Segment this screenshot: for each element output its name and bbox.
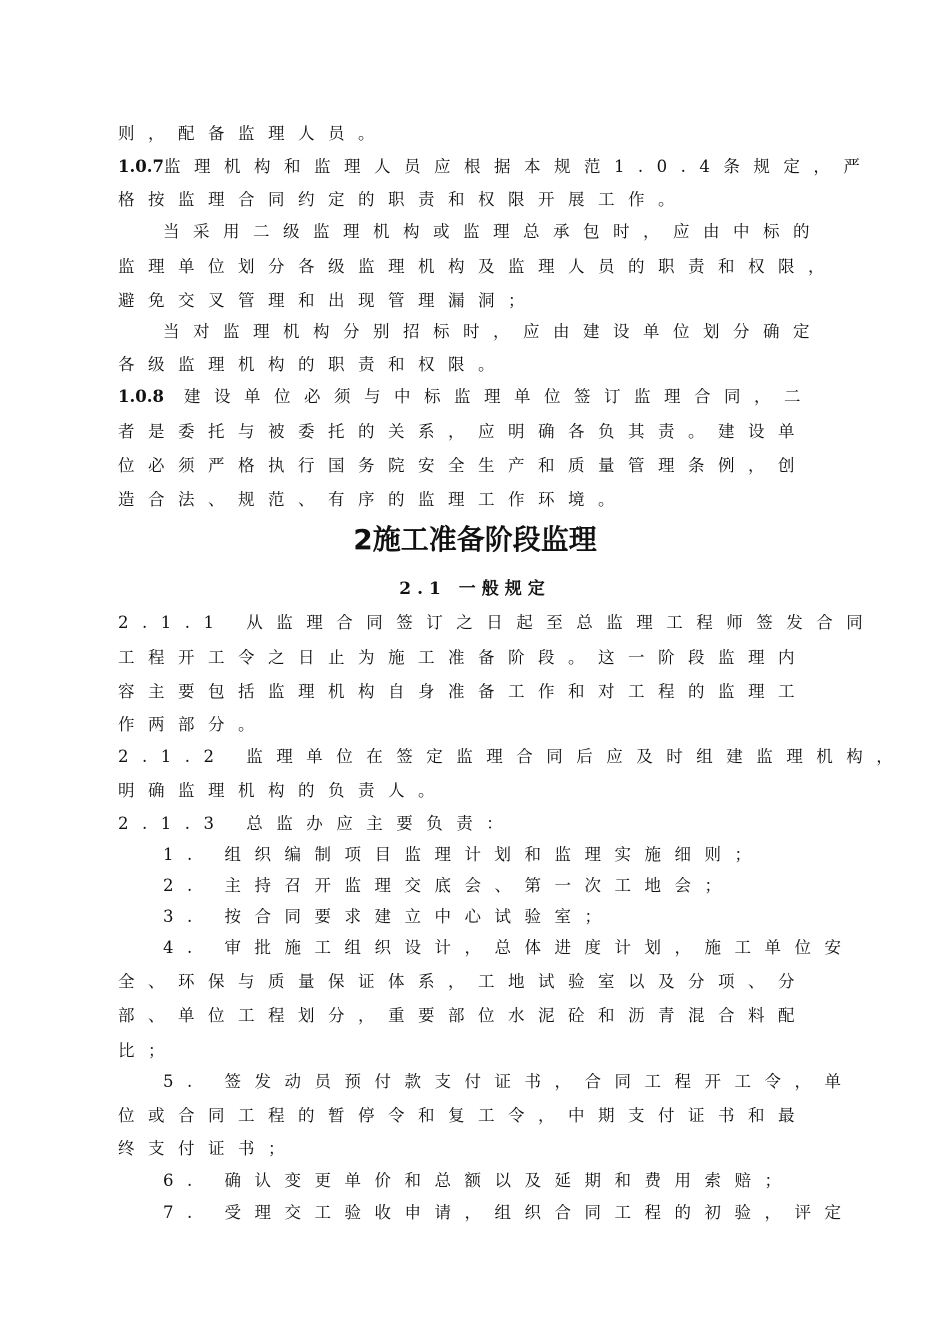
paragraph-line: 位或合同工程的暂停令和复工令，中期支付证书和最 — [118, 1106, 808, 1125]
paragraph-line: 2.1.3 总监办应主要负责： — [118, 814, 517, 833]
list-item: 3. 按合同要求建立中心试验室； — [163, 907, 615, 926]
paragraph-line: 容主要包括监理机构自身准备工作和对工程的监理工 — [118, 682, 808, 701]
list-item: 2. 主持召开监理交底会、第一次工地会； — [163, 876, 735, 895]
paragraph-line: 2.1.1 从监理合同签订之日起至总监理工程师签发合同 — [118, 613, 877, 632]
clause-1-0-8 — [118, 386, 814, 408]
list-item: 4. 审批施工组织设计，总体进度计划，施工单位安 — [163, 938, 855, 957]
paragraph-line: 比； — [118, 1041, 178, 1060]
paragraph-line: 位必须严格执行国务院安全生产和质量管理条例，创 — [118, 456, 808, 475]
paragraph-line: 工程开工令之日止为施工准备阶段。这一阶段监理内 — [118, 648, 808, 667]
paragraph-line: 者是委托与被委托的关系，应明确各负其责。建设单 — [118, 422, 808, 441]
paragraph-line: 建设单位必须与中标监理单位签订监理合同，二 — [183, 387, 814, 406]
paragraph-line: 终支付证书； — [118, 1139, 298, 1158]
paragraph-line: 格按监理合同约定的职责和权限开展工作。 — [118, 190, 688, 209]
paragraph-line: 2.1.2 监理单位在签定监理合同后应及时组建监理机构， — [118, 747, 907, 766]
paragraph-line: 全、环保与质量保证体系，工地试验室以及分项、分 — [118, 972, 808, 991]
paragraph-line: 避免交叉管理和出现管理漏洞； — [118, 291, 538, 310]
paragraph-line: 各级监理机构的职责和权限。 — [118, 355, 508, 374]
paragraph-line: 部、单位工程划分，重要部位水泥砼和沥青混合料配 — [118, 1006, 808, 1025]
clause-number: 1.0.7 — [118, 157, 164, 176]
paragraph-line: 造合法、规范、有序的监理工作环境。 — [118, 490, 628, 509]
clause-number: 1.0.8 — [118, 387, 164, 406]
chapter-heading: 2施工准备阶段监理 — [353, 523, 597, 556]
paragraph-line: 监理机构和监理人员应根据本规范1.0.4条规定，严 — [163, 157, 874, 176]
list-item: 6. 确认变更单价和总额以及延期和费用索赔； — [163, 1171, 795, 1190]
list-item: 7. 受理交工验收申请，组织合同工程的初验，评定 — [163, 1203, 855, 1222]
paragraph-line: 当对监理机构分别招标时，应由建设单位划分确定 — [163, 322, 823, 341]
list-item: 5. 签发动员预付款支付证书，合同工程开工令，单 — [163, 1072, 855, 1091]
list-item: 1. 组织编制项目监理计划和监理实施细则； — [163, 845, 765, 864]
paragraph-line: 明确监理机构的负责人。 — [118, 781, 448, 800]
paragraph-line: 监理单位划分各级监理机构及监理人员的职责和权限， — [118, 257, 838, 276]
paragraph-line: 则，配备监理人员。 — [118, 124, 388, 143]
section-heading: 2.1 一般规定 — [399, 579, 551, 599]
paragraph-line: 作两部分。 — [118, 715, 268, 734]
paragraph-line: 当采用二级监理机构或监理总承包时，应由中标的 — [163, 222, 823, 241]
clause-1-0-7 — [118, 156, 873, 178]
